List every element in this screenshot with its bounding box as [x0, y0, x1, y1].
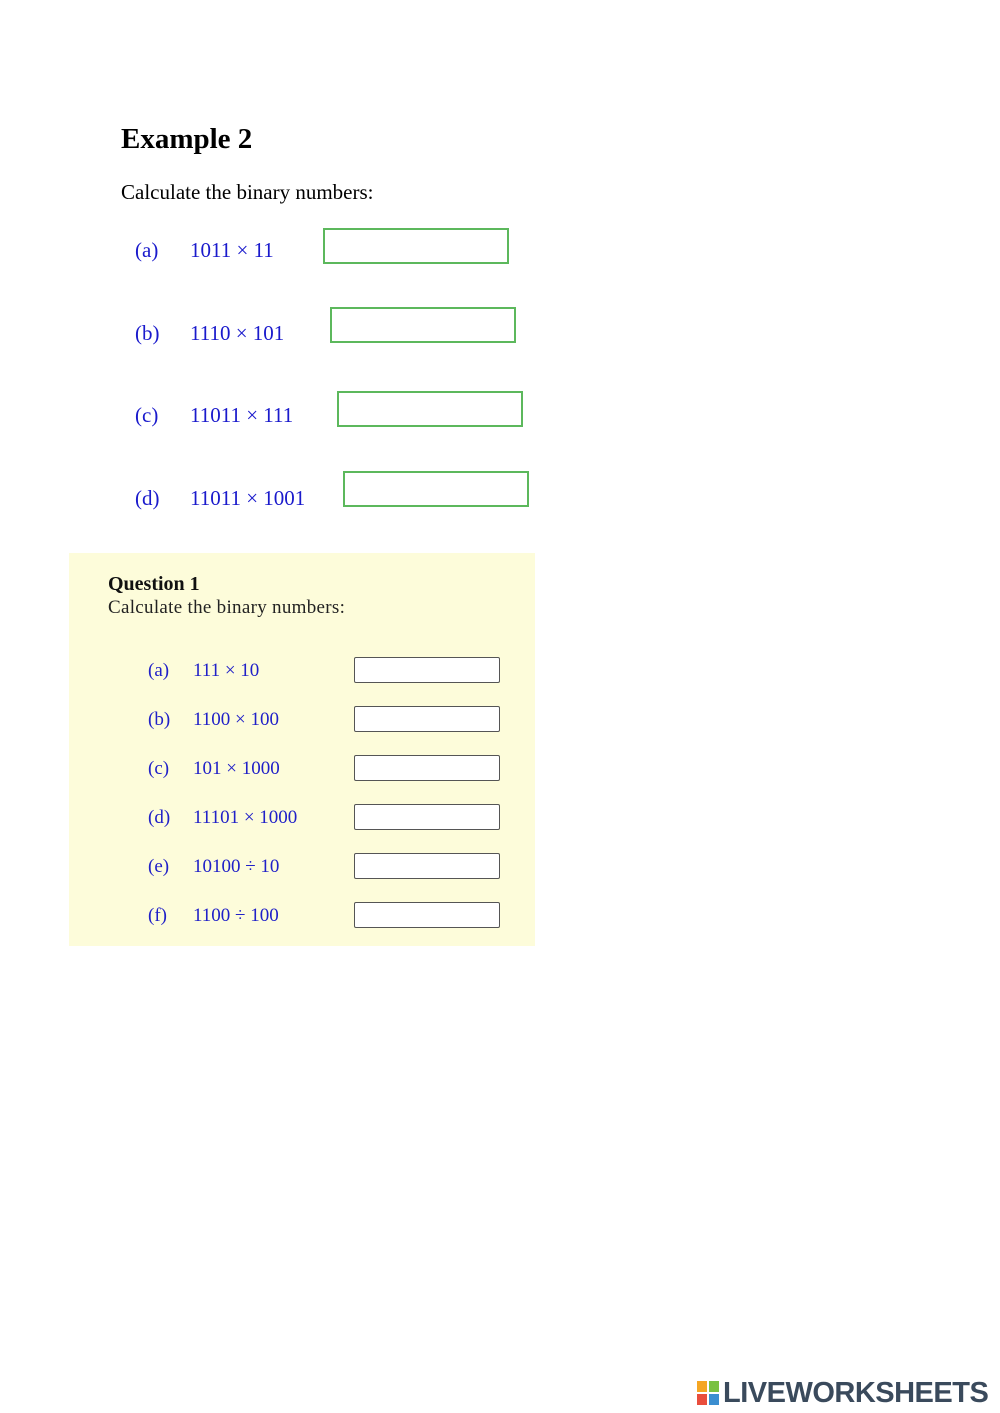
question-answer-input-f[interactable] [354, 902, 500, 928]
example-item-expression: 1110 × 101 [190, 321, 285, 345]
question-answer-input-b[interactable] [354, 706, 500, 732]
question-item-label: (d) [148, 807, 171, 828]
question-instruction: Calculate the binary numbers: [108, 597, 346, 618]
example-instruction: Calculate the binary numbers: [121, 180, 374, 204]
question-item-e [69, 853, 535, 881]
question-item-expression: 1100 ÷ 100 [193, 905, 279, 926]
example-item-c [0, 401, 560, 441]
question-item-expression: 1100 × 100 [193, 709, 280, 730]
example-answer-input-b[interactable] [330, 307, 516, 343]
question-answer-input-d[interactable] [354, 804, 500, 830]
example-answer-input-a[interactable] [323, 228, 509, 264]
liveworksheets-logo[interactable] [697, 1378, 994, 1408]
question-item-c [69, 755, 535, 783]
question-item-expression: 101 × 1000 [193, 758, 280, 779]
example-item-a [0, 236, 560, 276]
example-item-expression: 11011 × 1001 [190, 486, 306, 510]
example-item-label: (b) [135, 321, 160, 345]
example-item-expression: 1011 × 11 [190, 238, 274, 262]
question-item-label: (b) [148, 709, 171, 730]
question-answer-input-e[interactable] [354, 853, 500, 879]
example-item-b [0, 319, 560, 359]
question-item-a [69, 657, 535, 685]
question-item-label: (c) [148, 758, 170, 779]
example-item-label: (a) [135, 238, 159, 262]
question-item-b [69, 706, 535, 734]
example-item-d [0, 484, 560, 524]
logo-text: LIVEWORKSHEETS [723, 1377, 989, 1409]
example-item-expression: 11011 × 111 [190, 403, 294, 427]
question-item-label: (a) [148, 660, 170, 681]
question-item-expression: 10100 ÷ 10 [193, 856, 280, 877]
question-item-d [69, 804, 535, 832]
question-item-expression: 111 × 10 [193, 660, 260, 681]
example-answer-input-c[interactable] [337, 391, 523, 427]
question-item-f [69, 902, 535, 930]
question-panel [69, 553, 535, 946]
question-item-label: (f) [148, 905, 167, 926]
question-answer-input-c[interactable] [354, 755, 500, 781]
question-item-label: (e) [148, 856, 170, 877]
liveworksheets-logo-icon [697, 1381, 719, 1405]
question-item-expression: 11101 × 1000 [193, 807, 298, 828]
example-title: Example 2 [121, 123, 253, 155]
example-item-label: (d) [135, 486, 160, 510]
example-item-label: (c) [135, 403, 159, 427]
question-answer-input-a[interactable] [354, 657, 500, 683]
question-title: Question 1 [108, 573, 200, 595]
example-answer-input-d[interactable] [343, 471, 529, 507]
